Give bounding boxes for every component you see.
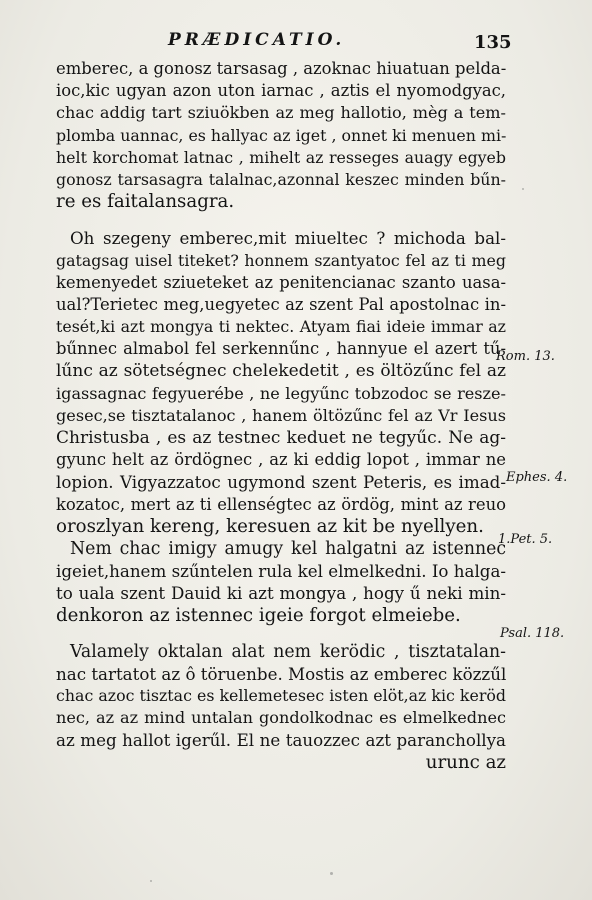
paragraph-start-line: Nem chac imigy amugy kel halgatni az istennec xyxy=(70,538,506,559)
text-line: tesét,ki azt mongya ti nektec. Atyam fiai ideie immar az xyxy=(56,317,506,337)
text-line: gesec,se tisztatalanoc , hanem öltözűnc fel az Vr Iesus xyxy=(56,405,506,425)
catchword: urunc az xyxy=(425,751,506,773)
text-line: kemenyedet sziueteket az penitencianac szanto uasa- xyxy=(56,272,506,292)
text-line: kozatoc, mert az ti ellenségtec az ördög, mint az reuo xyxy=(56,494,506,514)
text-line: nac tartatot az ô töruenbe. Mostis az emberec közzűl xyxy=(56,663,507,684)
text-line: az meg hallot igerűl. El ne tauozzec azt paranchollya xyxy=(56,730,506,751)
text-line: igeiet,hanem szűntelen rula kel elmelkedni. Io halga- xyxy=(56,561,507,582)
ink-speck xyxy=(150,880,152,882)
text-line: lűnc az sötetségnec chelekedetit , es öltözűnc fel az xyxy=(56,361,506,382)
ink-speck xyxy=(330,872,333,875)
text-line: denkoron az istennec igeie forgot elmeiebe. xyxy=(56,604,461,626)
text-line: igassagnac fegyuerébe , ne legyűnc tobzodoc se resze- xyxy=(56,383,506,403)
margin-note: Rom. 13. xyxy=(496,349,555,364)
text-line: to uala szent Dauid ki azt mongya , hogy ű neki min- xyxy=(56,583,506,604)
margin-note: Psal. 118. xyxy=(500,626,565,641)
text-line: bűnnec almabol fel serkennűnc , hannyue el azert tű- xyxy=(56,339,506,359)
running-title: PRÆDICATIO. xyxy=(168,30,346,50)
page-header xyxy=(0,30,592,56)
margin-note: Ephes. 4. xyxy=(506,470,568,485)
text-line: lopion. Vigyazzatoc ugymond szent Peteris, es imad- xyxy=(56,472,506,493)
text-line: gyunc helt az ördögnec , az ki eddig lopot , immar ne xyxy=(56,450,506,470)
text-line: ioc,kic ugyan azon uton iarnac , aztis el nyomodgyac, xyxy=(56,81,506,101)
text-line: chac addig tart sziuökben az meg hallotio, mèg a tem- xyxy=(56,103,506,123)
text-line: plomba uannac, es hallyac az iget , onnet ki menuen mi- xyxy=(56,125,507,145)
paragraph-start-line: Oh szegeny emberec,mit miueltec ? michoda bal- xyxy=(70,228,506,249)
text-line: oroszlyan kereng, keresuen az kit be nyellyen. xyxy=(56,515,484,537)
text-line: nec, az az mind untalan gondolkodnac es elmelkednec xyxy=(56,708,506,728)
ink-speck xyxy=(522,188,524,190)
text-line: Christusba , es az testnec keduet ne tegyűc. Ne ag- xyxy=(56,428,506,448)
text-line: ual?Terietec meg,uegyetec az szent Pal apostolnac in- xyxy=(56,294,506,314)
text-line: emberec, a gonosz tarsasag , azoknac hiuatuan pelda- xyxy=(56,59,507,78)
text-line: chac azoc tisztac es kellemetesec isten elöt,az kic keröd xyxy=(56,686,506,706)
margin-note: 1.Pet. 5. xyxy=(498,532,553,547)
page-number: 135 xyxy=(474,32,512,53)
text-line: helt korchomat latnac , mihelt az resseges auagy egyeb xyxy=(56,147,506,167)
text-line: gatagsag uisel titeket? honnem szantyatoc fel az ti meg xyxy=(56,250,506,270)
paragraph-start-line: Valamely oktalan alat nem kerödic , tisztatalan- xyxy=(70,641,506,662)
text-line: gonosz tarsasagra talalnac,azonnal keszec minden bűn- xyxy=(56,169,506,189)
body-text xyxy=(56,58,506,774)
text-line: re es faitalansagra. xyxy=(56,191,235,213)
